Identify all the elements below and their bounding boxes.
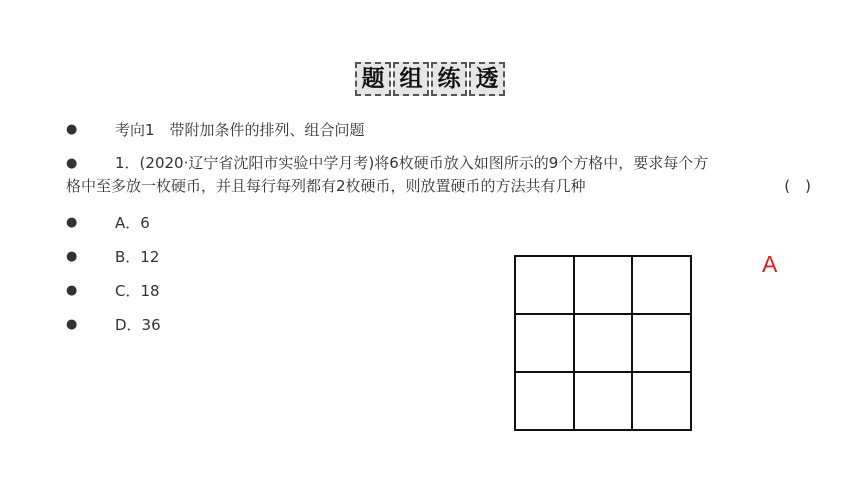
option-b: B．12 xyxy=(115,248,160,266)
answer-blank: ( ) xyxy=(784,177,811,195)
heading-row xyxy=(66,119,766,141)
grid-cell xyxy=(574,372,633,430)
title-char-4: 透 xyxy=(469,62,505,96)
option-row-c xyxy=(66,280,366,302)
grid-cell xyxy=(515,372,574,430)
bullet-icon: ● xyxy=(66,317,78,332)
question-line-2-row xyxy=(66,175,811,198)
option-d: D．36 xyxy=(115,316,161,334)
title-char-1: 题 xyxy=(355,62,391,96)
grid-cell xyxy=(632,314,691,372)
title-char-2: 组 xyxy=(393,62,429,96)
option-c: C．18 xyxy=(115,282,160,300)
title-char-3: 练 xyxy=(431,62,467,96)
grid-cell xyxy=(515,314,574,372)
option-a: A．6 xyxy=(115,214,150,232)
option-row-b xyxy=(66,246,366,268)
question-line-2: 格中至多放一枚硬币，并且每行每列都有2枚硬币，则放置硬币的方法共有几种 xyxy=(66,177,586,195)
option-row-a xyxy=(66,212,366,234)
section-title xyxy=(0,62,860,96)
grid-cell xyxy=(515,256,574,314)
question-line-1: 1．(2020·辽宁省沈阳市实验中学月考)将6枚硬币放入如图所示的9个方格中，要求每个方 xyxy=(115,154,709,172)
grid-cell xyxy=(632,256,691,314)
question-block xyxy=(66,152,811,198)
bullet-icon: ● xyxy=(66,283,78,298)
bullet-icon: ● xyxy=(66,215,78,230)
option-row-d xyxy=(66,314,366,336)
section-heading: 考向1 带附加条件的排列、组合问题 xyxy=(115,121,365,139)
bullet-icon: ● xyxy=(66,156,78,171)
bullet-icon: ● xyxy=(66,122,78,137)
coin-grid xyxy=(514,255,692,431)
grid-cell xyxy=(574,256,633,314)
bullet-icon: ● xyxy=(66,249,78,264)
answer-label: A xyxy=(762,251,778,277)
grid-cell xyxy=(574,314,633,372)
grid-cell xyxy=(632,372,691,430)
